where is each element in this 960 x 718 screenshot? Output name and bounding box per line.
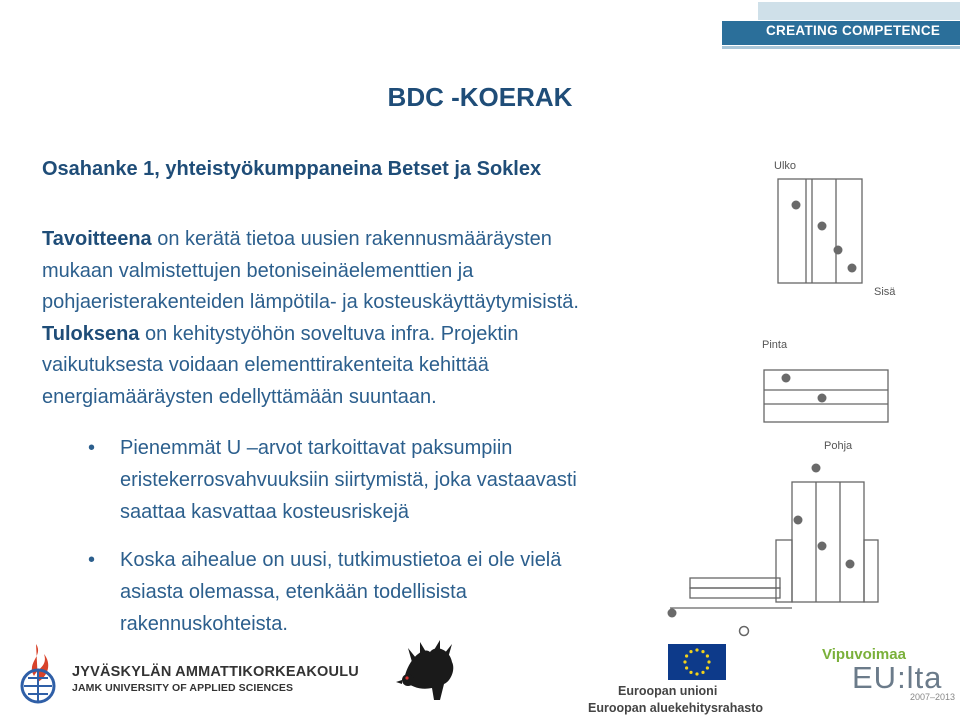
eu-caption — [588, 683, 763, 717]
bullet-line: rakennuskohteista. — [120, 613, 288, 635]
foundation-footing — [776, 540, 792, 602]
sensor-point — [818, 394, 827, 403]
paragraph-line-4 — [42, 319, 722, 351]
sensor-point — [794, 516, 803, 525]
bullet-dot: • — [88, 437, 96, 459]
bullet-line: Koska aihealue on uusi, tutkimustietoa ei ole vielä — [120, 549, 562, 571]
paragraph-bold-goal: Tavoitteena — [42, 228, 152, 250]
vipu-years-label: 2007–2013 — [910, 692, 956, 702]
capercaillie-bird-icon — [394, 640, 462, 712]
sensor-point — [834, 246, 843, 255]
banner-text: CREATING COMPETENCE — [766, 23, 941, 38]
bullet-item — [88, 544, 688, 640]
sensor-point — [818, 542, 827, 551]
sensor-point — [848, 264, 857, 273]
banner-accent — [758, 2, 960, 20]
label-pinta: Pinta — [762, 339, 788, 351]
sensor-point-open — [740, 627, 749, 636]
foundation-wall-outline — [792, 482, 864, 602]
eu-fund-label: Euroopan aluekehitysrahasto — [588, 701, 764, 715]
bullet-line: eristekerrosvahvuuksiin siirtymistä, joka vastaavasti — [120, 469, 577, 491]
paragraph-line-4-rest: on kehitystyöhön soveltuva infra. Projektin — [139, 322, 519, 345]
sensor-point — [792, 201, 801, 210]
ground-slab-bottom — [690, 588, 780, 598]
jamk-wordmark — [72, 664, 359, 694]
bullet-line: asiasta olemassa, etenkään todellisista — [120, 581, 467, 603]
paragraph-bold-result: Tuloksena — [42, 322, 140, 345]
jamk-name-fi: JYVÄSKYLÄN AMMATTIKORKEAKOULU — [72, 664, 359, 680]
slide-subtitle: Osahanke 1, yhteistyökumppaneina Betset ja Soklex — [42, 158, 542, 180]
sensor-point — [782, 374, 791, 383]
paragraph-line-5: vaikutuksesta voidaan elementtirakenteita kehittää — [42, 354, 489, 376]
bullet-dot: • — [88, 549, 96, 571]
bullet-item — [88, 432, 688, 528]
sensor-point — [846, 560, 855, 569]
label-pohja: Pohja — [824, 440, 853, 452]
paragraph-line-6: energiamääräysten edellyttämään suuntaan. — [42, 385, 437, 408]
eu-union-label: Euroopan unioni — [618, 684, 718, 698]
jamk-logo-icon — [14, 642, 62, 706]
main-paragraph — [42, 224, 722, 413]
slide-title: BDC -KOERAK — [387, 82, 573, 112]
banner-underline — [722, 46, 960, 49]
sensor-point — [812, 464, 821, 473]
sensor-point — [818, 222, 827, 231]
bullet-list — [88, 432, 688, 656]
sensor-point — [668, 609, 677, 618]
bullet-line: saattaa kasvattaa kosteusriskejä — [120, 501, 410, 523]
eu-flag-icon — [668, 644, 726, 680]
ground-slab-top — [690, 578, 780, 588]
label-ulko: Ulko — [774, 160, 797, 172]
paragraph-line-1-rest: on kerätä tietoa uusien rakennusmääräysten — [151, 228, 552, 250]
paragraph-line-2: mukaan valmistettujen betoniseinäelementtien ja — [42, 259, 474, 282]
label-sisa: Sisä — [874, 286, 896, 298]
paragraph-line-3: pohjaeristerakenteiden lämpötila- ja kosteuskäyttäytymisistä. — [42, 291, 579, 313]
vipuvoimaa-label: Vipuvoimaa — [822, 646, 906, 663]
sensor-diagram — [660, 150, 960, 650]
paragraph-line-1 — [42, 224, 722, 256]
eulta-label: EU:lta — [852, 660, 943, 695]
foundation-inner-block — [864, 540, 878, 602]
bullet-line: Pienemmät U –arvot tarkoittavat paksumpiin — [120, 437, 513, 459]
jamk-name-en: JAMK UNIVERSITY OF APPLIED SCIENCES — [72, 682, 294, 694]
